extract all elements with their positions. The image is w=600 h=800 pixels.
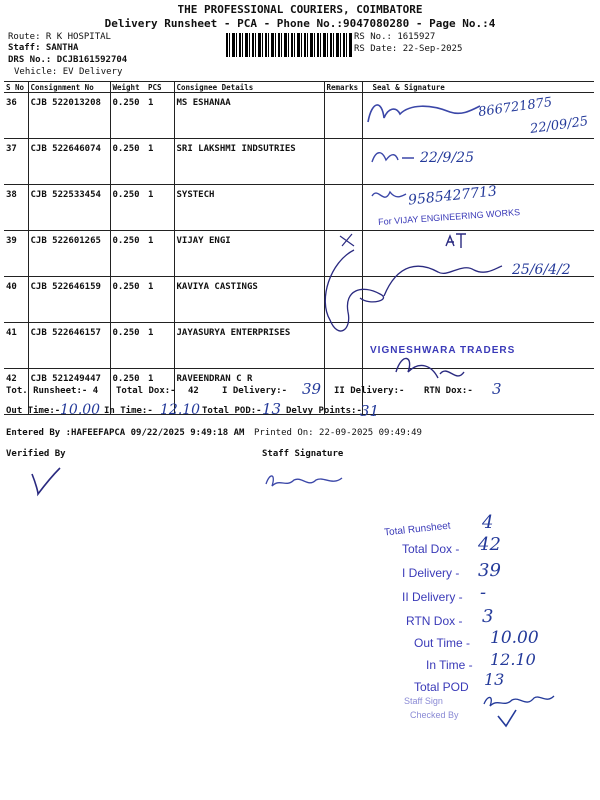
cell-sno: 36 — [4, 93, 28, 139]
out-time-label: Out Time:- — [6, 406, 61, 416]
cell-consignment: CJB 522646157 — [28, 323, 110, 369]
rs-date: RS Date: 22-Sep-2025 — [354, 44, 463, 54]
stamp-vigneshwara-traders: VIGNESHWARA TRADERS — [370, 345, 516, 356]
cell-pcs: 1 — [146, 323, 174, 369]
cell-weight: 0.250 — [110, 185, 146, 231]
rtn-dox-label: RTN Dox:- — [424, 386, 473, 396]
signature-row38-number: 9585427713 — [407, 183, 498, 209]
cell-weight: 0.250 — [110, 231, 146, 277]
runsheet-title: Delivery Runsheet - PCA - Phone No.:9047080280 - Page No.:4 — [104, 17, 496, 30]
col-remarks: Remarks — [324, 82, 362, 93]
stamp-row-value: - — [480, 582, 487, 603]
cell-pcs: 1 — [146, 277, 174, 323]
col-weight: Weight — [110, 82, 146, 93]
cell-consignment: CJB 522646159 — [28, 277, 110, 323]
cell-pcs: 1 — [146, 369, 174, 415]
company-title: THE PROFESSIONAL COURIERS, COIMBATORE — [177, 3, 423, 16]
stamp-row-label: I Delivery - — [402, 566, 460, 580]
vehicle-label: Vehicle: EV Delivery — [14, 67, 123, 77]
cell-weight: 0.250 — [110, 323, 146, 369]
cell-consignee: RAVEENDRAN C R — [174, 369, 324, 415]
i-delivery-label: I Delivery:- — [222, 386, 288, 396]
col-consignee: Consignee Details — [174, 82, 324, 93]
col-sno: S No — [4, 82, 28, 93]
cell-weight: 0.250 — [110, 369, 146, 415]
cell-consignee: SRI LAKSHMI INDSUTRIES — [174, 139, 324, 185]
cell-consignee: SYSTECH — [174, 185, 324, 231]
verified-by-label: Verified By — [6, 449, 66, 459]
total-dox-value: 42 — [188, 386, 199, 396]
cell-consignee: KAVIYA CASTINGS — [174, 277, 324, 323]
cell-pcs: 1 — [146, 231, 174, 277]
cell-sno: 38 — [4, 185, 28, 231]
delvy-points-label: Delvy Points:- — [286, 406, 362, 416]
stamp-row-label: In Time - — [426, 658, 473, 672]
cell-sno: 37 — [4, 139, 28, 185]
entered-by: Entered By :HAFEEFAPCA 09/22/2025 9:49:18 AM — [6, 428, 245, 438]
staff-signature-label: Staff Signature — [262, 449, 344, 459]
stamp-row-value: 39 — [478, 560, 501, 581]
cell-consignment: CJB 522533454 — [28, 185, 110, 231]
cell-consignment: CJB 522013208 — [28, 93, 110, 139]
signature-row-40 — [325, 250, 502, 331]
cross-mark — [340, 234, 354, 246]
cell-consignee: VIJAY ENGI — [174, 231, 324, 277]
stamp-row-label: Checked By — [410, 710, 459, 720]
cell-pcs: 1 — [146, 139, 174, 185]
signature-row-37 — [372, 153, 414, 162]
stamp-row-label: Total Runsheet — [383, 520, 452, 539]
cell-consignment: CJB 522601265 — [28, 231, 110, 277]
stamp-row-label: II Delivery - — [402, 590, 463, 604]
total-pod-value: 13 — [262, 400, 282, 418]
signature-row36-number: 866721875 — [477, 94, 554, 121]
stamp-row-value: 4 — [482, 512, 494, 533]
cell-sno: 41 — [4, 323, 28, 369]
route-label: Route: R K HOSPITAL — [8, 32, 111, 42]
stamp-row-value: 12.10 — [490, 650, 536, 669]
col-seal: Seal & Signature — [362, 82, 594, 93]
stamp-row-value: 42 — [478, 534, 501, 555]
total-pod-label: Total POD:- — [202, 406, 262, 416]
in-time-value: 12.10 — [160, 402, 201, 418]
signature-row36-date: 22/09/25 — [529, 114, 590, 137]
signature-row-36 — [368, 105, 480, 122]
cell-sno: 40 — [4, 277, 28, 323]
staff-signature — [262, 466, 352, 496]
stamp-row-label: RTN Dox - — [406, 614, 463, 628]
stamp-row-label: Total POD — [414, 680, 469, 694]
signature-row-42 — [396, 358, 464, 378]
total-dox-label: Total Dox:- — [116, 386, 176, 396]
cell-sno: 39 — [4, 231, 28, 277]
stamp-vijay-engineering: For VIJAY ENGINEERING WORKS — [377, 207, 521, 227]
stamp-row-label: Staff Sign — [404, 696, 443, 706]
stamp-summary — [380, 512, 580, 730]
cell-weight: 0.250 — [110, 277, 146, 323]
cell-consignment: CJB 521249447 — [28, 369, 110, 415]
rs-number: RS No.: 1615927 — [354, 32, 436, 42]
drs-number: DRS No.: DCJB161592704 — [8, 55, 128, 65]
total-runsheet: Tot. Runsheet:- 4 — [6, 386, 99, 396]
stamp-row-value: 3 — [482, 606, 494, 627]
stamp-row-label: Out Time - — [414, 636, 471, 650]
delvy-points-value: 31 — [360, 402, 380, 420]
cell-weight: 0.250 — [110, 93, 146, 139]
in-time-label: In Time:- — [104, 406, 153, 416]
col-consignment: Consignment No — [28, 82, 110, 93]
col-pcs: PCS — [146, 82, 174, 93]
cell-consignee: MS ESHANAA — [174, 93, 324, 139]
cell-pcs: 1 — [146, 185, 174, 231]
ii-delivery-label: II Delivery:- — [334, 386, 405, 396]
out-time-value: 10.00 — [60, 402, 101, 418]
rtn-dox-value: 3 — [492, 380, 502, 398]
stamp-row-label: Total Dox - — [402, 542, 460, 556]
printed-on: Printed On: 22-09-2025 09:49:49 — [254, 428, 422, 438]
staff-label: Staff: SANTHA — [8, 43, 79, 53]
stamp-row-value: 13 — [484, 670, 505, 689]
cell-weight: 0.250 — [110, 139, 146, 185]
verified-signature — [22, 460, 82, 500]
signature-row40-date: 25/6/4/2 — [512, 262, 571, 278]
cell-consignee: JAYASURYA ENTERPRISES — [174, 323, 324, 369]
cell-consignment: CJB 522646074 — [28, 139, 110, 185]
signature-row-39 — [446, 234, 466, 248]
signature-row-38 — [372, 192, 406, 197]
cell-sno: 42 — [4, 369, 28, 415]
stamp-summary-checked-mark — [494, 706, 524, 730]
cell-pcs: 1 — [146, 93, 174, 139]
stamp-row-value: 10.00 — [490, 628, 539, 648]
i-delivery-value: 39 — [302, 380, 322, 398]
signature-row37-date: 22/9/25 — [420, 150, 474, 166]
